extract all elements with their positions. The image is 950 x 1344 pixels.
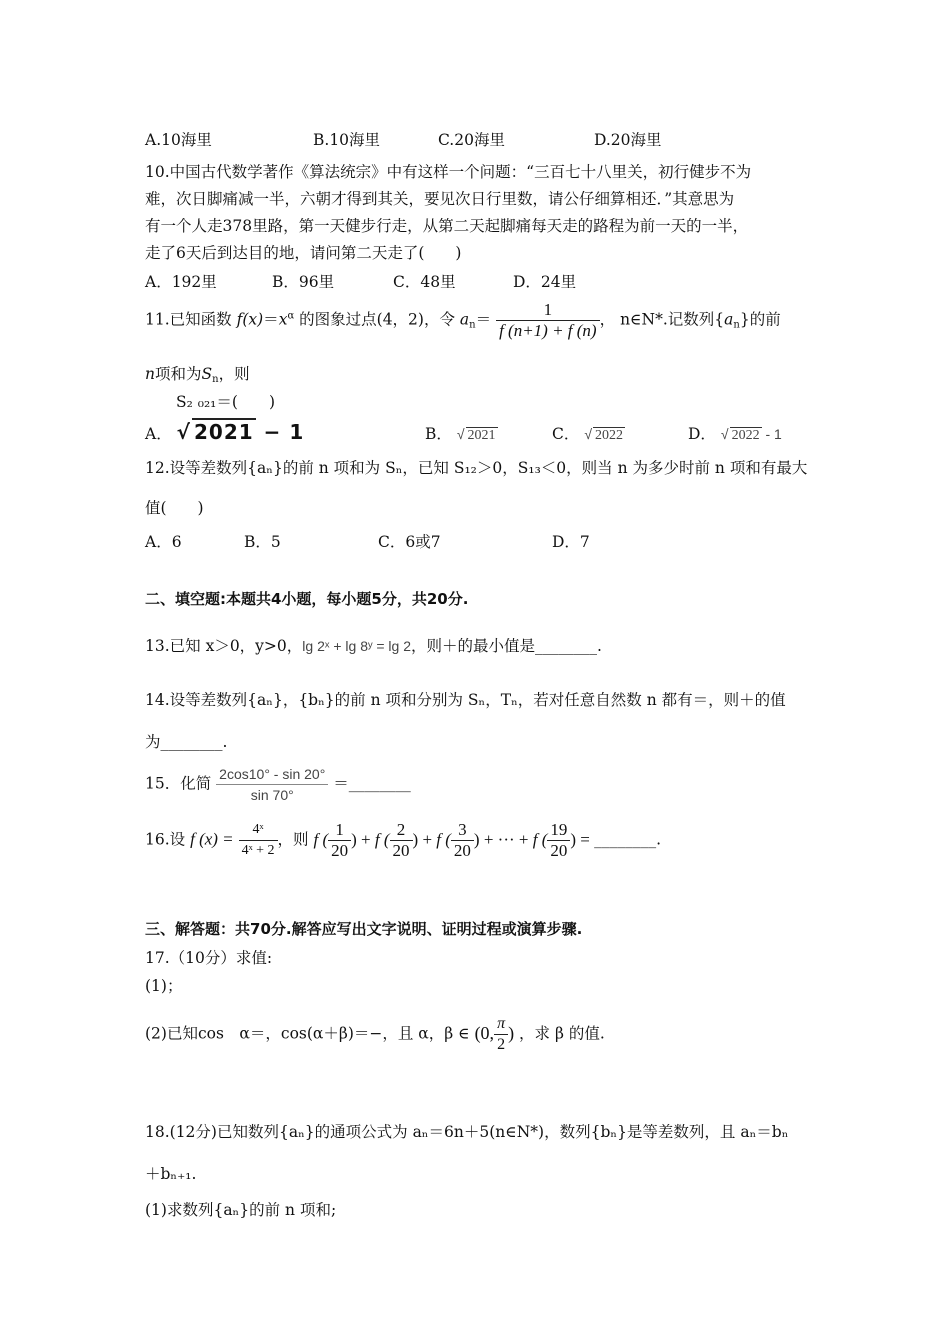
q13-line [145,634,602,656]
q16-term-4-close: ) = [570,829,590,849]
q11-option-c-label: C． [552,425,580,443]
q16-term-2-den: 20 [392,841,410,861]
q15-denominator: sin 70° [250,787,294,803]
q16-prefix: 16.设 [145,830,186,849]
q11-option-c [552,422,625,444]
q11-nset: n∈N*.记数列{ [620,310,725,329]
q16-term-3-frac [451,820,474,861]
q11-a-sub: n [469,319,476,331]
q16-term-4-num: 19 [547,820,570,841]
q11-option-d-tail: - 1 [761,426,782,442]
q11-mid: 的图象过点(4，2)，令 [299,310,455,329]
q11-option-d-math: √ 2022 - 1 [720,426,782,443]
q11-option-b-math: √ 2021 [456,426,496,443]
q11-end1: }的前 [739,310,781,329]
q11-option-b-label: B． [425,425,452,443]
q16-fraction [239,820,278,861]
q11-fraction [496,300,600,341]
q16-term-1-f: f ( [313,829,329,849]
q15-prefix: 15．化简 [145,774,212,793]
q10-line-3: 有一个人走378里路，第一天健步行走，从第二天起脚痛每天走的路程为前一天的一半， [145,217,749,235]
q11-option-c-radicand: 2022 [595,428,623,443]
q16-term-4-frac [547,820,570,861]
section-3-heading: 三、解答题：共70分.解答应写出文字说明、证明过程或演算步骤. [145,920,583,938]
q16-term-2-close: ) + [412,829,433,849]
q17-interval [474,1015,515,1053]
q16-term-1-den: 20 [331,841,349,861]
q11-line-2 [145,362,250,385]
q16-term-2-frac [390,820,413,861]
q16-fx: f (x) = [190,829,234,849]
q12-line-2: 值( ) [145,499,204,517]
q11-option-b-radicand: 2021 [467,428,496,443]
q10-option-a: A．192里 [145,273,217,291]
q11-option-a-radicand: 2021 [193,420,254,444]
q16-line [145,820,661,861]
q17-part2-prefix: (2)已知cos α＝，cos(α＋β)＝−，且 α，β ∈ [145,1024,470,1043]
q16-then: ，则 [277,830,309,849]
q16-term-3-num: 3 [451,820,474,841]
q11-prefix: 11.已知函数 [145,310,232,329]
q17-pi: π [494,1014,508,1035]
q16-term-3-den: 20 [453,841,471,861]
q16-term-1-frac [328,820,351,861]
q16-term-4-den: 20 [550,841,568,861]
q11-line-3: S₂ ₀₂₁＝( ) [176,393,275,411]
q16-term-3-close: ) + ··· + [473,829,529,849]
q10-option-c: C．48里 [393,273,456,291]
q17-part2-suffix: ，求 β 的值. [519,1024,605,1043]
q17-interval-open: (0, [474,1022,495,1043]
q15-numerator: 2cos10° - sin 20° [216,764,328,785]
q12-option-c: C．6或7 [378,533,441,551]
q11-option-c-math: √ 2022 [584,426,623,443]
q18-line-3: (1)求数列{aₙ}的前 n 项和; [145,1201,337,1219]
q12-option-b: B．5 [244,533,281,551]
q18-line-1: 18.(12分)已知数列{aₙ}的通项公式为 aₙ＝6n＋5(n∈N*)，数列{bₙ}是等差数列，且 aₙ＝bₙ [145,1123,789,1141]
q16-term-3-f: f ( [436,829,451,849]
q10-option-d: D．24里 [513,273,577,291]
q11-line2-end: ，则 [218,365,250,383]
q11-option-a-label: A． [145,425,172,443]
q11-line2-S: S [201,365,213,383]
q10-line-4: 走了6天后到达目的地，请问第二天走了( ) [145,244,462,262]
q16-term-1-num: 1 [328,820,351,841]
q13-prefix: 13.已知 x＞0，y>0， [145,637,303,655]
q16-numerator: 4ˣ [239,820,278,841]
q11-option-b [425,422,498,444]
q15-suffix: ＝________ [333,774,411,793]
q10-line-2: 难，次日脚痛减一半，六朝才得到其关，要见次日行里数，请公仔细算相还．”其意思为 [145,190,735,208]
q11-fraction-numerator: 1 [496,300,600,321]
q18-line-2: ＋bₙ₊₁. [145,1165,197,1183]
q11-x: x [278,310,288,329]
q11-option-d-label: D． [688,425,716,443]
q16-sum [313,820,595,861]
q11-line2-S-sub: n [212,374,219,385]
q14-line-2: 为________. [145,733,228,751]
q11-option-a [145,418,304,444]
q11-a-2: a [724,310,734,329]
q10-option-b: B．96里 [272,273,335,291]
q17-part-1: (1)； [145,977,183,995]
q16-term-2-f: f ( [374,829,390,849]
q11-a: a [459,310,470,329]
q11-after: ， [599,310,616,329]
q9-option-a: A.10海里 [145,131,212,149]
q16-suffix: ________. [594,830,662,849]
q11-option-a-tail: − 1 [255,420,305,444]
q14-line-1: 14.设等差数列{aₙ}，{bₙ}的前 n 项和分别为 Sₙ，Tₙ，若对任意自然数 n 都有＝，则＋的值 [145,691,786,709]
q17-title: 17.（10分）求值: [145,949,273,967]
q16-term-1-close: ) + [351,829,371,849]
q11-eq: ＝ [263,310,279,329]
q16-term-2-num: 2 [390,820,413,841]
q11-fx: f(x) [236,310,264,329]
q9-option-c: C.20海里 [438,131,505,149]
q17-interval-close: ) [508,1022,515,1043]
q11-a-2-sub: n [733,319,740,331]
q9-option-d: D.20海里 [594,131,662,149]
q12-line-1: 12.设等差数列{aₙ}的前 n 项和为 Sₙ，已知 S₁₂＞0，S₁₃＜0，则当 n 为多少时前 n 项和有最大 [145,459,808,477]
q11-line2-text: 项和为 [154,365,202,383]
q11-option-d-radicand: 2022 [731,428,760,443]
q11-fraction-denominator: f (n+1) + f (n) [499,321,597,340]
q13-formula: lg 2ˣ + lg 8ʸ = lg 2 [302,638,412,654]
q15-fraction [216,764,328,805]
q11-alpha: α [287,310,295,322]
q17-two: 2 [497,1036,506,1053]
q17-part-2 [145,1014,605,1055]
q12-option-a: A．6 [145,533,182,551]
q15-line [145,764,411,805]
q12-option-d: D．7 [552,533,590,551]
q16-denominator: 4ˣ + 2 [241,843,275,858]
q11-option-d [688,422,782,444]
q11-line-1 [145,300,781,341]
q11-line2-n: n [145,365,155,383]
q11-eq2: ＝ [475,310,492,329]
q10-line-1: 10.中国古代数学著作《算法统宗》中有这样一个问题：“三百七十八里关，初行健步不为 [145,163,752,181]
q11-option-a-math: √ 2021 − 1 [176,420,305,444]
q16-term-4-f: f ( [532,829,548,849]
section-2-heading: 二、填空题:本题共4小题，每小题5分，共20分. [145,590,469,608]
q13-suffix: ，则＋的最小值是________. [411,637,602,655]
q9-option-b: B.10海里 [313,131,381,149]
q17-pi-over-2 [494,1014,508,1055]
